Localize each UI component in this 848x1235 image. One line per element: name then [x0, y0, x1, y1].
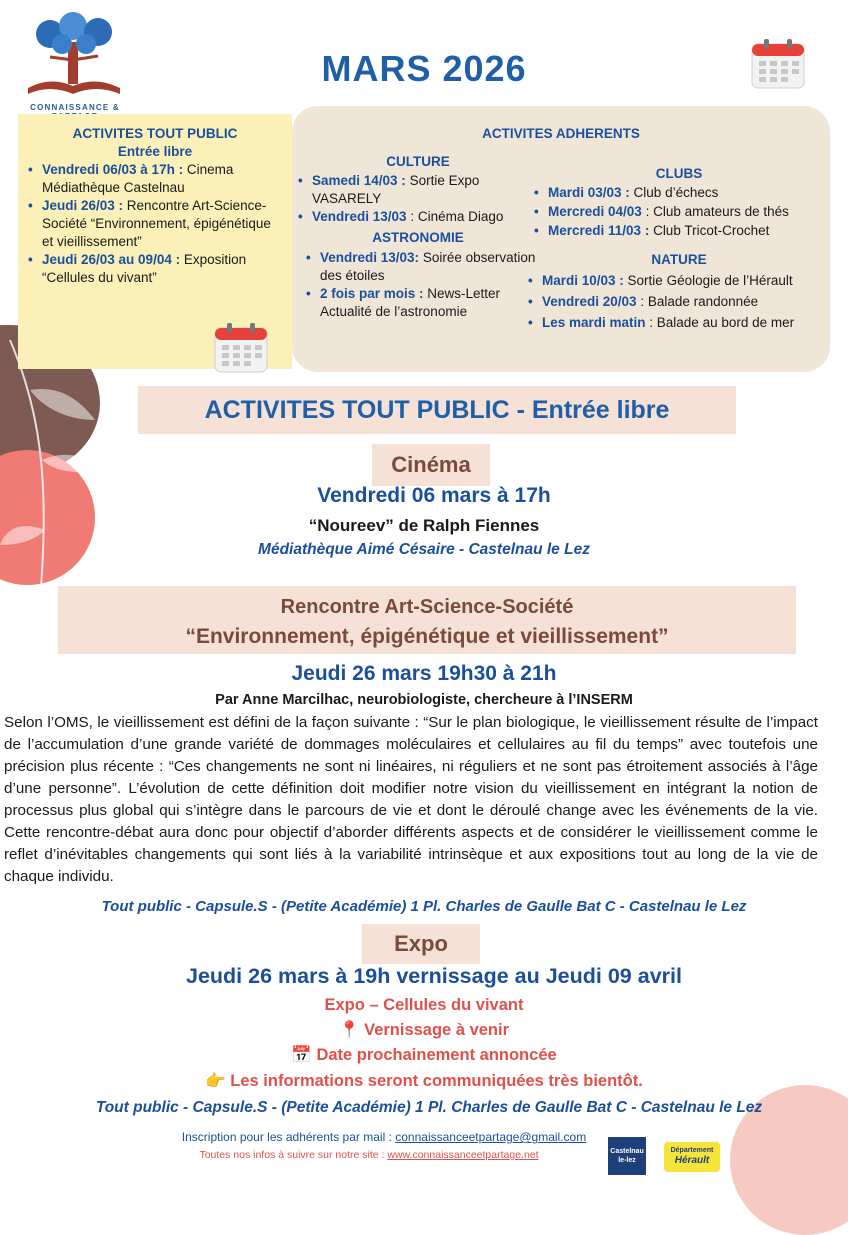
list-item-text: : Cinéma Diago: [406, 209, 504, 224]
list-item-text: : Balade randonnée: [636, 294, 759, 309]
clubs-heading: CLUBS: [655, 166, 703, 181]
list-item: [534, 202, 824, 221]
list-item-text: Club Tricot-Crochet: [649, 223, 770, 238]
clubs-list: [534, 183, 824, 240]
rencontre-subtitle: “Environnement, épigénétique et vieillissement”: [185, 625, 669, 648]
cinema-place: Médiathèque Aimé Césaire - Castelnau le Lez: [258, 541, 590, 558]
cinema-label: Cinéma: [391, 452, 471, 477]
expo-vernissage: 📍 Vernissage à venir: [338, 1021, 510, 1039]
list-item-date: Vendredi 13/03: [312, 209, 407, 224]
expo-date: Jeudi 26 mars à 19h vernissage au Jeudi 09 avril: [186, 964, 682, 988]
footer-inscription: [0, 1130, 768, 1144]
footer-site-link[interactable]: www.connaissanceetpartage.net: [387, 1149, 539, 1161]
rencontre-date: Jeudi 26 mars 19h30 à 21h: [291, 662, 557, 685]
footer-email-link[interactable]: connaissanceetpartage@gmail.com: [395, 1130, 587, 1144]
clubs-section: [534, 166, 824, 333]
list-item-text: : Balade au bord de mer: [645, 315, 795, 330]
list-item: [534, 221, 824, 240]
decorative-branch-icon: [0, 330, 110, 610]
list-item-text: : Club amateurs de thés: [641, 204, 789, 219]
list-item: [306, 285, 538, 321]
list-item-date: Vendredi 20/03: [542, 294, 637, 309]
list-item: [28, 197, 284, 251]
castelnau-logo-line1: Castelnau: [610, 1148, 644, 1155]
list-item-date: Mercredi 04/03: [548, 204, 642, 219]
rencontre-description: Selon l’OMS, le vieillissement est défini de la façon suivante : “Sur le plan biologique, le vieillissement résulte de l’impact de l’accumulation d’une grande variété de dommages moléculaires et cellulaires au fil du temps” avec toutefois une précision plus récente : “Ces changements ne sont ni linéaires, ni réguliers et ne sont pas étroitement associés à l’âge d’une personne”. L’évolution de cette définition doit modifier notre vision du vieillissement en intégrant la notion de processus plus global qui s’intègre dans le parcours de vie et dont le déroulé change avec les événements de la vie. Cette rencontre-débat aura donc pour objectif d’aborder différents aspects et de considérer le vieillissement comme le reflet d’inévitables changements qui sont liés à la variabilité intrinsèque et aux expositions tout au long de la vie de chaque individu.: [4, 714, 818, 885]
rencontre-label-box: [58, 586, 796, 654]
list-item: [528, 270, 824, 291]
expo-info: 👉 Les informations seront communiquées très bientôt.: [205, 1072, 643, 1090]
list-item-date: Vendredi 06/03 à 17h :: [42, 162, 184, 177]
nature-heading: NATURE: [651, 252, 707, 267]
list-item-text: Rencontre Art-Science-Société “Environnement, épigénétique et vieillissement”: [42, 198, 271, 249]
castelnau-logo-line2: le-lez: [618, 1157, 636, 1164]
expo-date-announce: 📅 Date prochainement annoncée: [291, 1046, 557, 1064]
tout-public-box: [18, 114, 292, 369]
list-item-text: Sortie Géologie de l’Hérault: [623, 273, 793, 288]
culture-section: [298, 154, 538, 321]
list-item-text: Exposition “Cellules du vivant”: [42, 252, 247, 285]
list-item: [528, 312, 824, 333]
list-item: [28, 251, 284, 287]
list-item: [534, 183, 824, 202]
cinema-label-box: [372, 444, 490, 486]
adherents-heading: ACTIVITES ADHERENTS: [482, 126, 640, 141]
logo-caption: CONNAISSANCE &: [30, 103, 120, 112]
herault-logo: [664, 1142, 720, 1172]
section-banner-text: ACTIVITES TOUT PUBLIC - Entrée libre: [204, 396, 670, 424]
list-item-date: Mercredi 11/03 :: [548, 223, 650, 238]
list-item-date: Les mardi matin: [542, 315, 646, 330]
list-item: [528, 291, 824, 312]
list-item-text: Sortie Expo VASARELY: [312, 173, 480, 206]
culture-heading: CULTURE: [386, 154, 450, 169]
list-item: [28, 161, 284, 197]
calendar-icon: [750, 38, 806, 90]
calendar-icon-small: [213, 322, 269, 374]
list-item: [298, 208, 538, 226]
footer-inscription-text: Inscription pour les adhérents par mail :: [181, 1130, 396, 1144]
tout-public-list: [28, 161, 284, 287]
list-item-date: Mardi 03/03 :: [548, 185, 630, 200]
list-item: [306, 249, 538, 285]
list-item-date: Samedi 14/03 :: [312, 173, 406, 188]
herault-logo-line1: Département: [670, 1147, 714, 1154]
expo-name: Expo – Cellules du vivant: [324, 996, 524, 1014]
expo-label: Expo: [394, 931, 448, 956]
list-item-date: Jeudi 26/03 :: [42, 198, 124, 213]
adherents-box: [292, 106, 830, 372]
list-item-text: News-Letter Actualité de l’astronomie: [320, 286, 501, 319]
list-item-date: Mardi 10/03 :: [542, 273, 624, 288]
rencontre-place: Tout public - Capsule.S - (Petite Académie) 1 Pl. Charles de Gaulle Bat C - Castelnau le Lez: [101, 898, 747, 915]
tout-public-heading: ACTIVITES TOUT PUBLIC: [72, 126, 238, 141]
cinema-date: Vendredi 06 mars à 17h: [317, 484, 551, 507]
herault-logo-line2: Hérault: [674, 1155, 710, 1166]
list-item-text: Soirée observation des étoiles: [320, 250, 536, 283]
list-item-date: Jeudi 26/03 au 09/04 :: [42, 252, 181, 267]
nature-list: [528, 270, 824, 333]
section-banner: [138, 386, 736, 434]
list-item-date: Vendredi 13/03:: [320, 250, 420, 265]
page-title: MARS 2026: [321, 48, 527, 89]
expo-label-box: [362, 924, 480, 964]
list-item-text: Club d’échecs: [629, 185, 719, 200]
cinema-film: “Noureev” de Ralph Fiennes: [308, 516, 540, 535]
expo-place: Tout public - Capsule.S - (Petite Académie) 1 Pl. Charles de Gaulle Bat C - Castelnau le Lez: [95, 1099, 763, 1116]
list-item-text: Cinema Médiathèque Castelnau: [42, 162, 234, 195]
rencontre-label: Rencontre Art-Science-Société: [280, 596, 574, 618]
list-item-date: 2 fois par mois :: [320, 286, 424, 301]
castelnau-logo: [608, 1137, 646, 1175]
rencontre-speaker: Par Anne Marcilhac, neurobiologiste, chercheure à l’INSERM: [215, 692, 633, 708]
astronomie-list: [306, 249, 538, 321]
footer-site-text: Toutes nos infos à suivre sur notre site :: [199, 1149, 388, 1161]
list-item: [298, 172, 538, 208]
culture-list: [298, 172, 538, 226]
astronomie-heading: ASTRONOMIE: [372, 230, 464, 245]
tout-public-subheading: Entrée libre: [117, 144, 193, 159]
